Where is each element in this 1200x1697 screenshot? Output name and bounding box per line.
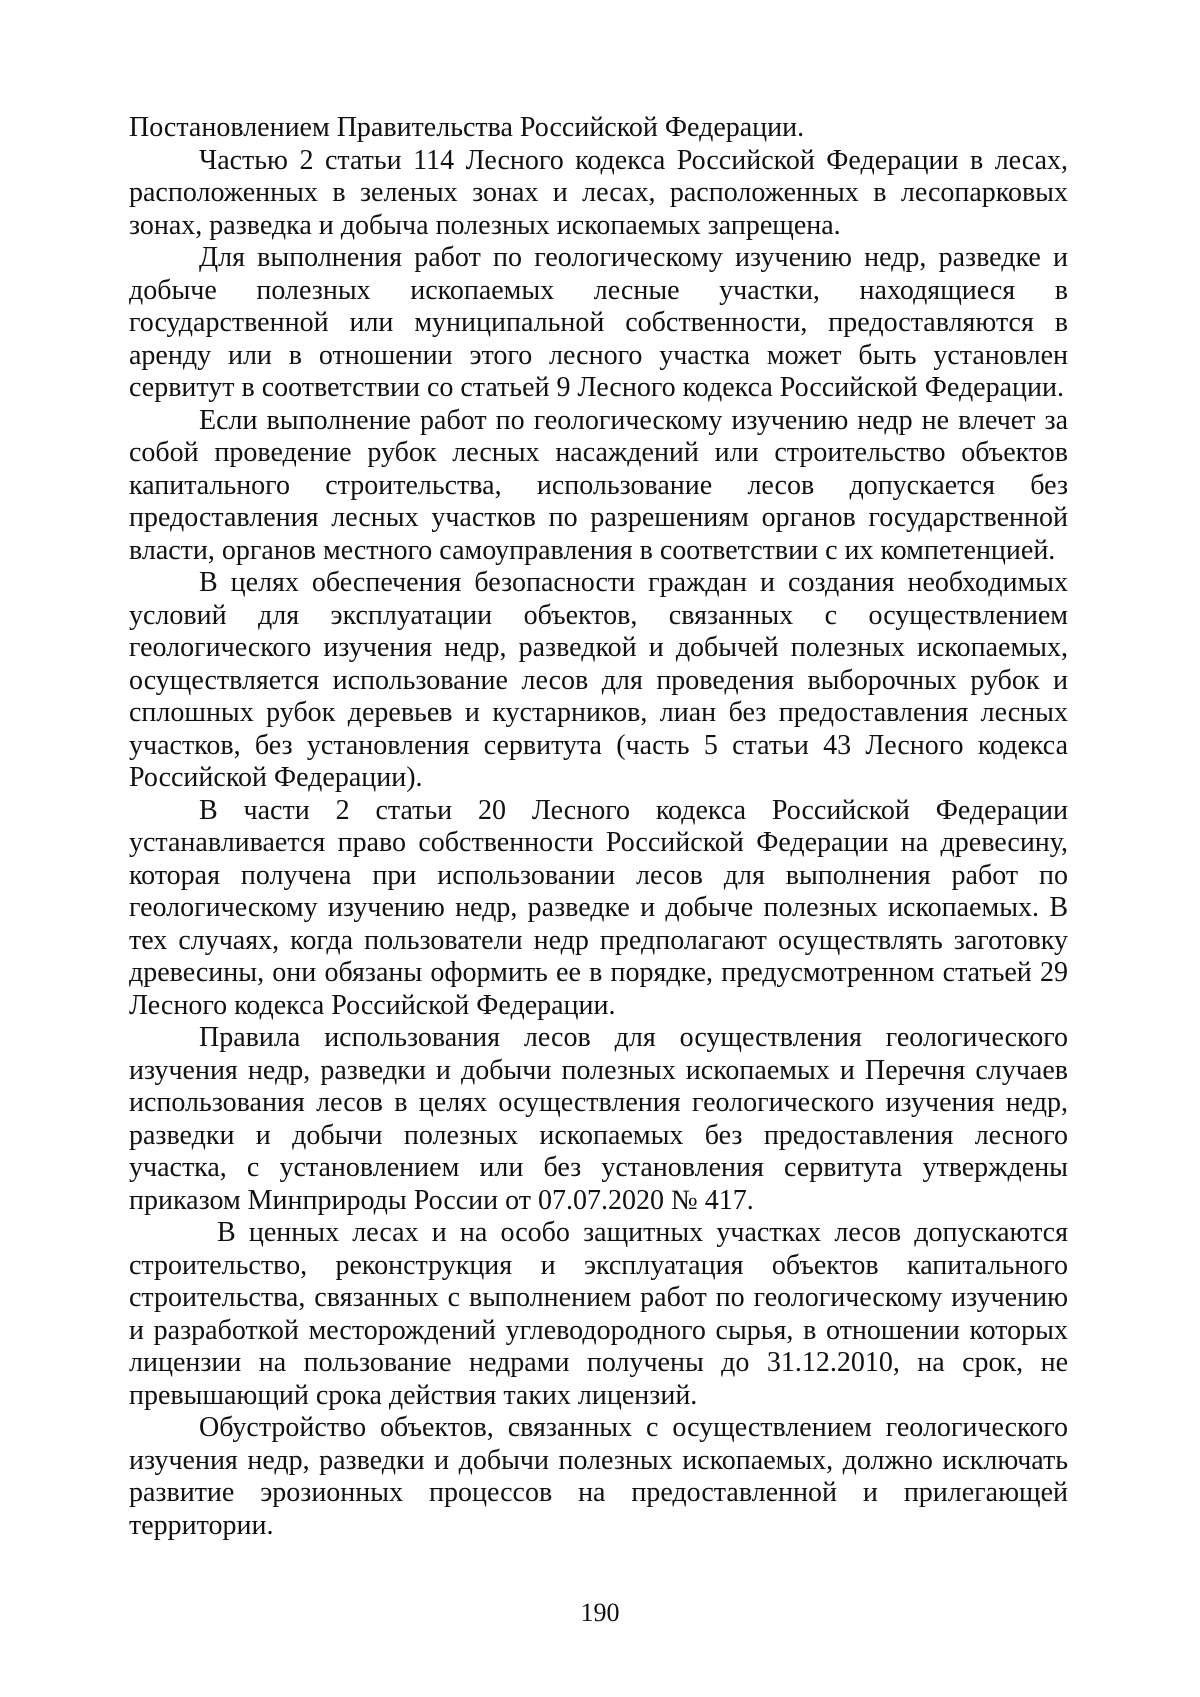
paragraph: Постановлением Правительства Российской Федерации. bbox=[129, 112, 805, 143]
paragraph: Для выполнения работ по геологическому изучению недр, разведке и добыче полезных ископаемых лесные участки, находящиеся в государственной или муниципальной собственности, предоставляются в аренду или в отношении этого лесного участка может быть установлен сервитут в соответствии со статьей 9 Лесного кодекса Российской Федерации. bbox=[129, 242, 1068, 403]
paragraph: Обустройство объектов, связанных с осуществлением геологического изучения недр, разведки и добычи полезных ископаемых, должно исключать развитие эрозионных процессов на предоставленной и прилегающей территории. bbox=[129, 1412, 1068, 1541]
paragraph: В части 2 статьи 20 Лесного кодекса Российской Федерации устанавливается право собственности Российской Федерации на древесину, которая получена при использовании лесов для выполнения работ по геологическому изучению недр, разведке и добыче полезных ископаемых. В тех случаях, когда пользователи недр предполагают осуществлять заготовку древесины, они обязаны оформить ее в порядке, предусмотренном статьей 29 Лесного кодекса Российской Федерации. bbox=[129, 794, 1068, 1021]
paragraph: Правила использования лесов для осуществления геологического изучения недр, разведки и добычи полезных ископаемых и Перечня случаев использования лесов в целях осуществления геологического изучения недр, разведки и добычи полезных ископаемых без предоставления лесного участка, с установлением или без установления сервитута утверждены приказом Минприроды России от 07.07.2020 № 417. bbox=[129, 1022, 1068, 1216]
page-number: 190 bbox=[580, 1598, 620, 1627]
paragraph: В ценных лесах и на особо защитных участках лесов допускаются строительство, реконструкция и эксплуатация объектов капитального строительства, связанных с выполнением работ по геологическому изучению и разработкой месторождений углеводородного сырья, в отношении которых лицензии на пользование недрами получены до 31.12.2010, на срок, не превышающий срока действия таких лицензий. bbox=[129, 1217, 1068, 1411]
body-text bbox=[129, 112, 1068, 1542]
paragraph: Если выполнение работ по геологическому изучению недр не влечет за собой проведение рубок лесных насаждений или строительство объектов капитального строительства, использование лесов допускается без предоставления лесных участков по разрешениям органов государственной власти, органов местного самоуправления в соответствии с их компетенцией. bbox=[129, 404, 1068, 566]
paragraph: В целях обеспечения безопасности граждан и создания необходимых условий для эксплуатации объектов, связанных с осуществлением геологического изучения недр, разведкой и добычей полезных ископаемых, осуществляется использование лесов для проведения выборочных рубок и сплошных рубок деревьев и кустарников, лиан без предоставления лесных участков, без установления сервитута (часть 5 статьи 43 Лесного кодекса Российской Федерации). bbox=[129, 567, 1068, 793]
paragraph: Частью 2 статьи 114 Лесного кодекса Российской Федерации в лесах, расположенных в зеленых зонах и лесах, расположенных в лесопарковых зонах, разведка и добыча полезных ископаемых запрещена. bbox=[129, 144, 1068, 241]
